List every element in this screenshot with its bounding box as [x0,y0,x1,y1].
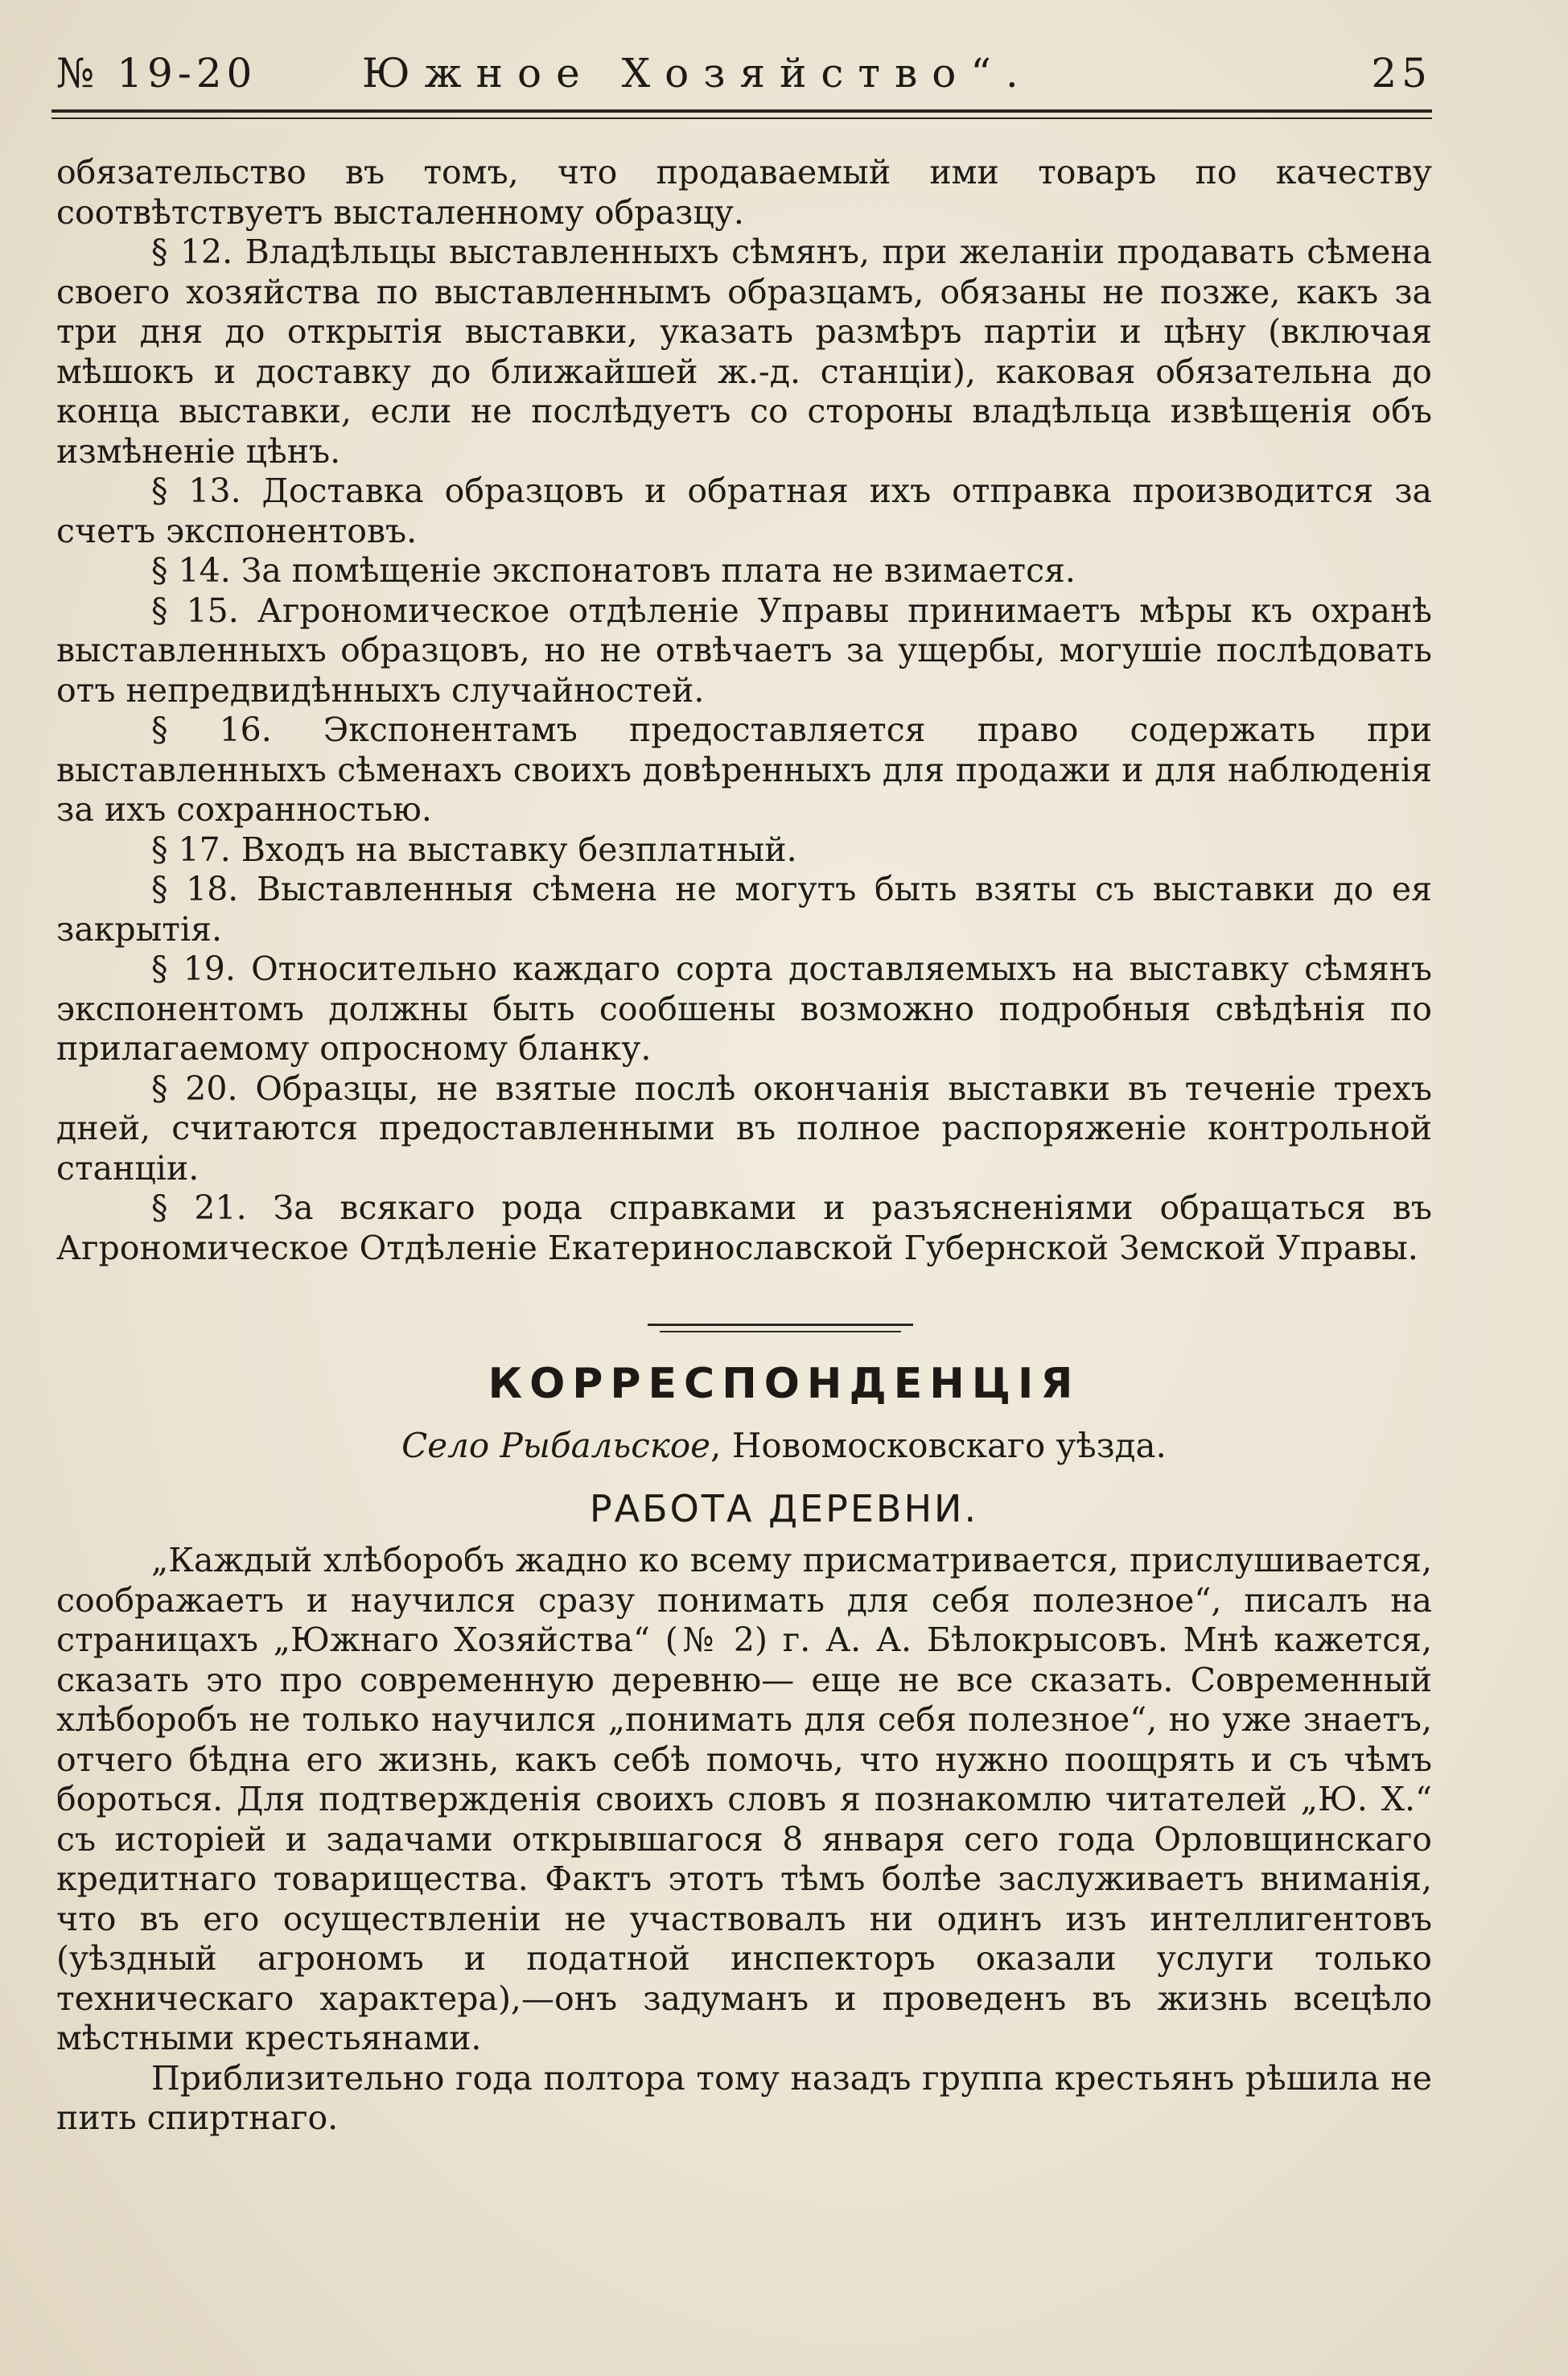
rule-paragraph: § 14. За помѣщеніе экспонатовъ плата не взимается. [151,551,1076,590]
article-paragraph: „Каждый хлѣборобъ жадно ко всему присматривается, прислушивается, соображаетъ и научился сразу понимать для себя полезное“, писалъ на страницахъ „Южнаго Хозяйства“ (№ 2) г. А. А. Бѣлокрысовъ. Мнѣ кажется, сказать это про современную деревню— еще не все сказать. Современный хлѣборобъ не только научился „понимать для себя полезное“, но уже знаетъ, отчего бѣдна его жизнь, какъ себѣ помочь, что нужно поощрять и съ чѣмъ бороться. Для подтвержденія своихъ словъ я познакомлю читателей „Ю. Х.“ съ исторіей и задачами открывшагося 8 января сего года Орловщинскаго кредитнаго товарищества. Фактъ этотъ тѣмъ болѣе заслуживаетъ вниманія, что въ его осуществленіи не участвовалъ ни одинъ изъ интеллигентовъ (уѣздный агрономъ и податной инспекторъ оказали услуги только техническаго характера),—онъ задуманъ и проведенъ въ жизнь всецѣло мѣстными крестьянами. [56,1541,1432,2057]
rules-text [56,153,1432,1268]
article-body [56,1541,1432,2139]
rule-paragraph: § 13. Доставка образцовъ и обратная ихъ отправка производится за счетъ экспонентовъ. [56,471,1432,550]
section-divider-thin [660,1331,901,1332]
district-name: , Новомосковскаго уѣзда. [710,1426,1167,1465]
article-paragraph: Приблизительно года полтора тому назадъ группа крестьянъ рѣшила не пить спиртнаго. [56,2058,1432,2137]
rule-paragraph: § 21. За всякаго рода справками и разъясненіями обращаться въ Агрономическое Отдѣленіе Екатеринославской Губернской Земской Управы. [56,1188,1432,1267]
article-title: РАБОТА ДЕРЕВНИ. [589,1487,979,1530]
running-header [56,50,1432,106]
issue-number: № 19-20 [56,50,257,97]
rule-paragraph: обязательство въ томъ, что продаваемый ими товаръ по качеству соотвѣтствуетъ высталенному образцу. [56,153,1432,232]
rule-paragraph: § 15. Агрономическое отдѣленіе Управы принимаетъ мѣры къ охранѣ выставленныхъ образцовъ, но не отвѣчаетъ за ущербы, могушіе послѣдовать отъ непредвидѣнныхъ случайностей. [56,591,1432,710]
header-rule [51,109,1432,113]
section-divider [648,1324,913,1326]
dateline [0,1426,1568,1465]
rule-paragraph: § 20. Образцы, не взятые послѣ окончанія выставки въ теченіе трехъ дней, считаются предоставленными въ полное распоряженіе контрольной станціи. [56,1069,1432,1188]
section-title: КОРРЕСПОНДЕНЦІЯ [488,1360,1080,1408]
journal-title: Южное Хозяйство“. [362,50,1033,97]
rule-paragraph: § 12. Владѣльцы выставленныхъ сѣмянъ, при желаніи продавать сѣмена своего хозяйства по выставленнымъ образцамъ, обязаны не позже, какъ за три дня до открытія выставки, указать размѣръ партіи и цѣну (включая мѣшокъ и доставку до ближайшей ж.-д. станціи), каковая обязательна до конца выставки, если не послѣдуетъ со стороны владѣльца извѣщенія объ измѣненіе цѣнъ. [56,233,1432,471]
rule-paragraph: § 17. Входъ на выставку безплатный. [151,830,797,869]
rule-paragraph: § 19. Относительно каждаго сорта доставляемыхъ на выставку сѣмянъ экспонентомъ должны быть сообшены возможно подробныя свѣдѣнія по прилагаемому опросному бланку. [56,949,1432,1068]
village-name: Село Рыбальское [401,1426,710,1465]
header-rule-thin [51,117,1432,119]
rule-paragraph: § 16. Экспонентамъ предоставляется право содержать при выставленныхъ сѣменахъ своихъ довѣренныхъ для продажи и для наблюденія за ихъ сохранностью. [56,710,1432,829]
rule-paragraph: § 18. Выставленныя сѣмена не могутъ быть взяты съ выставки до ея закрытія. [56,870,1432,949]
page-number: 25 [1371,50,1432,97]
